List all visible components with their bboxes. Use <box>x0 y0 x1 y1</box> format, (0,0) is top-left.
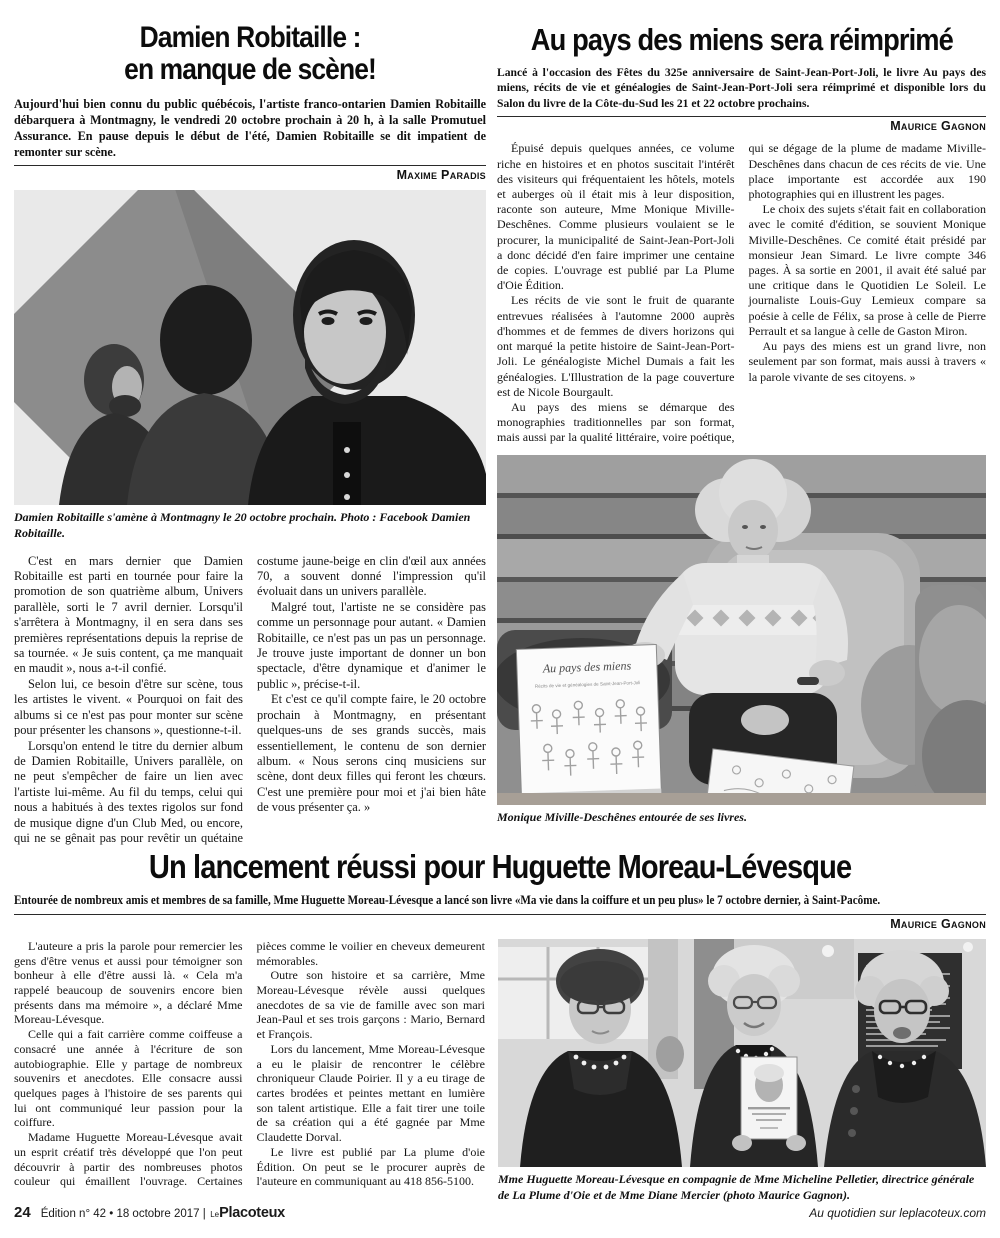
article-monique-lead: Lancé à l'occasion des Fêtes du 325e anniversaire de Saint-Jean-Port-Joli, le livre Au pays des miens, récits de vie et généalogies de Saint-Jean-Port-Joli sera réimprimé et disponible lors du Salon du livre de la Côte-du-Sud les 21 et 22 octobre prochains. <box>497 65 986 110</box>
body-paragraph: Malgré tout, l'artiste ne se considère pas comme un personnage pour autant. « Damien Robitaille, ce n'est pas un pas un personnage. Je trouve juste important de donner un bon spectacle, d'être dynamique et d'animer le public », précise-t-il. <box>257 599 486 691</box>
brand-placoteux: Placoteux <box>219 1205 285 1221</box>
byline-rule <box>497 116 986 117</box>
footer-left <box>14 1204 285 1222</box>
body-paragraph: Selon lui, ce besoin d'être sur scène, tous les artistes le vivent. « Pourquoi on fait des albums si ce n'est pas pour monter sur scène pour présenter les chansons », questionne-t-il. <box>14 676 243 738</box>
article-monique-caption: Monique Miville-Deschênes entourée de ses livres. <box>497 810 747 825</box>
book-au-pays-des-miens <box>516 645 661 802</box>
article-damien-byline: Maxime Paradis <box>396 167 486 182</box>
article-monique-title: Au pays des miens sera réimprimé <box>530 22 953 57</box>
body-paragraph: Outre son histoire et sa carrière, Mme Moreau-Lévesque révèle aussi quelques anecdotes de sa vie de famille avec son mari Jean-Paul et ses trois garçons : Mario, Bernard et François. <box>256 968 485 1042</box>
article-damien-lead: Aujourd'hui bien connu du public québécois, l'artiste franco-ontarien Damien Robitaille débarquera à Montmagny, le vendredi 20 octobre prochain à 20 h, à la salle Promutuel Assurance. En pause depuis le début de l'été, Damien Robitaille se dit impatient de remonter sur scène. <box>14 96 486 159</box>
floor <box>497 793 986 805</box>
monique-photo <box>497 455 986 805</box>
body-paragraph: Et c'est ce qu'il compte faire, le 20 octobre prochain à Montmagny, en présentant quelques-uns de ses grands succès, mais essentiellement, le contenu de son dernier album. « Nous serons cinq musiciens sur scène, dont deux filles qui feront les chœurs. C'est une première pour moi et j'ai bien hâte de vous présenter ça. » <box>257 692 486 815</box>
body-paragraph: L'auteure a pris la parole pour remercier les gens d'être venus et aussi pour témoigner son bonheur à elle d'être aussi là. « Cela m'a rappelé beaucoup de souvenirs encore bien présents dans ma mémoire », a déclaré Mme Moreau-Lévesque. <box>14 938 243 1027</box>
held-book <box>741 1057 797 1139</box>
title-line-2: en manque de scène! <box>124 52 376 86</box>
page-footer <box>14 1204 986 1222</box>
footer-tagline: Au quotidien sur leplacoteux.com <box>809 1206 986 1220</box>
body-paragraph: Le choix des sujets s'était fait en collaboration avec le comité d'édition, se souvient Monique Miville-Deschênes. Ce comité était présidé par monsieur Jean Simard. Le livre compte 346 pages. À sa sortie en 2001, il avait été salué par une critique dans le Quotidien Le Soleil. Le journaliste Louis-Guy Lemieux compare sa poésie à celle de Félix, sa prose à celle de Pierre Perrault et sa langue à celle de Gaston Miron. <box>748 202 986 338</box>
article-huguette-byline: Maurice Gagnon <box>890 916 986 931</box>
page-number: 24 <box>14 1204 31 1221</box>
article-damien-title <box>14 22 486 86</box>
article-huguette-body <box>14 939 485 1213</box>
launch-photo <box>498 939 986 1167</box>
edition-info: Édition n° 42 • 18 octobre 2017 | <box>40 1208 206 1220</box>
article-huguette-title: Un lancement réussi pour Huguette Moreau-Lévesque <box>148 848 852 885</box>
brand-le: Le <box>210 1210 220 1219</box>
body-paragraph: C'est en mars dernier que Damien Robitaille est parti en tournée pour faire la promotion de son quatrième album, Univers parallèle, sorti le 7 avril dernier. Lorsqu'il s'arrêtera à Montmagny, il en sera dans ses premières représentations depuis la reprise de sa tournée. « Je suis content, ça me manquait en maudit », nous a-t-il confié. <box>14 553 243 676</box>
body-paragraph: Les récits de vie sont le fruit de quarante entrevues réalisées à l'automne 2000 auprès d'hommes et de femmes de divers horizons qui ont marqué la petite histoire de Saint-Jean-Port-Joli. Le généalogiste Michel Dumais a fait les généalogies. L'Illustration de la page couverture est de Nicole Bourgault. <box>497 293 735 399</box>
book-title-text: Au pays des miens <box>542 658 632 676</box>
body-paragraph: Épuisé depuis quelques années, ce volume riche en histoires et en photos suscitait l'intérêt des visiteurs qui fréquentaient les hôtels, motels et auberges où il était mis à leur disposition, raconte son auteure, Mme Monique Miville-Deschênes. Comme plusieurs voulaient se le procurer, la municipalité de Saint-Jean-Port-Joli a donc décidé d'en faire imprimer une centaine de copies. L'ouvrage est publié par La Plume d'Oie Édition. <box>497 141 735 293</box>
article-damien-body <box>14 554 486 850</box>
damien-photo <box>14 190 486 505</box>
article-monique <box>497 18 986 838</box>
body-paragraph: Au pays des miens est un grand livre, non seulement par son format, mais aussi à travers « la parole vivante de ses citoyens. » <box>748 339 986 384</box>
shirt-button <box>344 447 350 453</box>
wristwatch <box>797 677 819 685</box>
article-damien-caption: Damien Robitaille s'amène à Montmagny le 20 octobre prochain. Photo : Facebook Damien Robitaille. <box>14 509 471 540</box>
body-paragraph: Celle qui a fait carrière comme coiffeuse a consacré une année à l'écriture de son autobiographie. Elle y partage de nombreux souvenirs et anecdotes. Elle consacre aussi quelques pages à l'histoire de ses parents qui lui ont communiqué leur passion pour la coiffure. <box>14 1027 243 1130</box>
body-paragraph: Madame Huguette Moreau-Lévesque avait un esprit créatif très développé que l'on peut découvrir à partir des nombreuses photos couleur qui émaillent l'ouvrage. Certaines pièces comme le voilier en cheveux demeurent mémorables. <box>14 938 485 1189</box>
title-line-1: Damien Robitaille : <box>139 21 361 54</box>
body-paragraph: Le livre est publié par La plume d'oie Édition. On peut se le procurer auprès de l'auteure en communiquant au 418 856-5100. <box>256 1144 485 1189</box>
article-huguette-lead: Entourée de nombreux amis et membres de sa famille, Mme Huguette Moreau-Lévesque a lancé son livre «Ma vie dans la coiffure et un peu plus» le 7 octobre dernier, à Saint-Pacôme. <box>14 891 881 907</box>
byline-rule <box>14 914 986 915</box>
book-subtitle-text: Récits de vie et généalogies de Saint-Jean-Port-Joli <box>534 680 641 690</box>
article-damien <box>14 18 486 850</box>
article-huguette <box>14 850 986 1216</box>
shirt-button <box>344 472 350 478</box>
byline-rule <box>14 165 486 166</box>
shirt-button <box>344 494 350 500</box>
body-paragraph: Au pays des miens se démarque des monographies traditionnelles par son format, mais aussi par la qualité littéraire, voire poétique, qui se dégage de la plume de madame Miville-Deschênes dans chacun de ces récits de vie. Une place importante est accordée aux 190 photographies qui en illustrent les pages. <box>497 141 986 445</box>
article-monique-byline: Maurice Gagnon <box>890 119 986 134</box>
article-huguette-caption: Mme Huguette Moreau-Lévesque en compagnie de Mme Micheline Pelletier, directrice générale de La Plume d'Oie et de Mme Diane Mercier (photo Maurice Gagnon). <box>498 1171 975 1202</box>
body-paragraph: Lors du lancement, Mme Moreau-Lévesque a eu le plaisir de rencontrer le célèbre chroniqueur Claude Poirier. Il y a eu tirage de cartes brodées et peintes mettant en lumière son talent artistique. Elle a fait tirer une toile de sa création qui a été gagnée par Mme Claudette Dorval. <box>256 1041 485 1145</box>
sweater-pattern <box>677 605 829 635</box>
article-monique-body <box>497 141 986 447</box>
body-paragraph: Lorsqu'on entend le titre du dernier album de Damien Robitaille, Univers parallèle, on ne peut s'empêcher de faire un lien avec l'artiste lui-même. Au fil du temps, celui qui nous a habitués à des textes rigolos sur fond de musique digne d'un Club Med, ou encore, qui ne se gênait pas pour revêtir un quétaine costume jaune-beige en clin d'œil aux années 70, a souvent donné l'impression qu'il évoluait dans un univers parallèle. <box>14 553 486 845</box>
leather-chair <box>915 585 986 805</box>
